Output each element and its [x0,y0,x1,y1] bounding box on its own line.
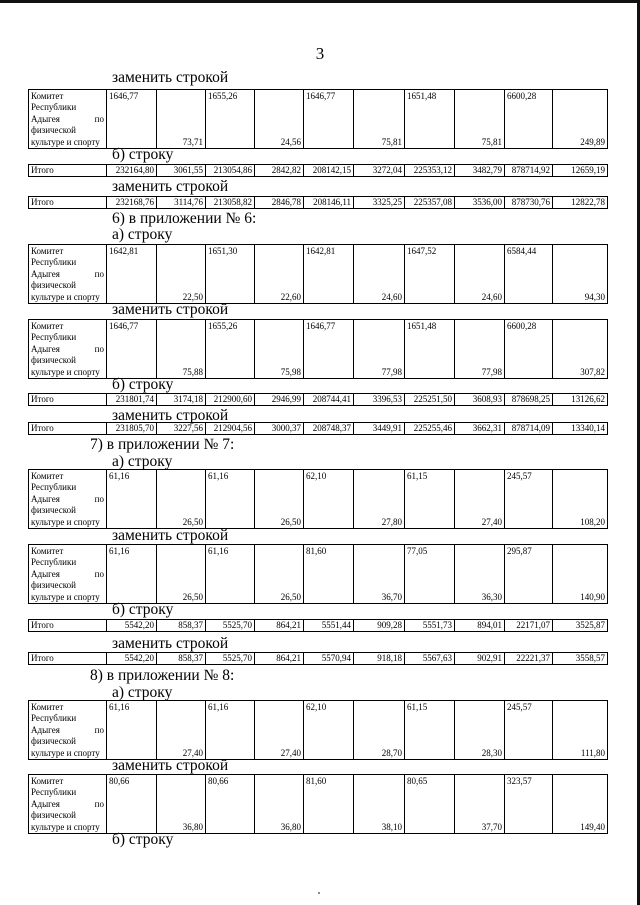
table-cell: 1655,26 [206,320,255,379]
table-cell: 24,56 [255,90,304,149]
scan-border-top [0,0,640,3]
table-row [29,470,608,529]
committee-label: Комитет Республики Адыгея по физической культуре и спорту [29,470,107,529]
committee-row-table [28,89,608,149]
replace-with-line-heading: заменить строкой [112,635,229,652]
table-cell: 3608,93 [455,394,505,406]
table-cell: 208744,41 [304,394,354,406]
table-cell: 80,66 [107,775,157,834]
table-cell: 1651,48 [405,90,455,149]
table-cell: 24,60 [354,245,405,304]
table-cell: 80,66 [206,775,255,834]
table-cell: 1647,52 [405,245,455,304]
table-cell: 232164,80 [107,165,157,177]
table-cell: 13126,62 [553,394,608,406]
b-line-heading: б) строку [112,831,174,848]
table-row [29,90,608,149]
table-cell: 225353,12 [405,165,455,177]
table-cell: 894,01 [455,620,505,632]
committee-label: Комитет Республики Адыгея по физической культуре и спорту [29,245,107,304]
table-cell: 62,10 [304,470,354,529]
replace-with-line-heading: заменить строкой [112,69,229,86]
table-cell: 323,57 [505,775,553,834]
table-cell: 61,16 [206,701,255,760]
table-cell: 864,21 [255,620,304,632]
table-cell: 1655,26 [206,90,255,149]
page-number: 3 [315,44,325,63]
committee-row-table [28,244,608,304]
table-cell: 5567,63 [405,653,455,665]
table-cell: 231805,70 [107,423,157,435]
table-cell: 75,81 [354,90,405,149]
total-row-table [28,393,608,406]
table-cell: 26,50 [255,545,304,604]
table-cell: 1646,77 [107,90,157,149]
total-row [29,197,608,209]
table-cell: 28,30 [455,701,505,760]
table-cell: 3662,31 [455,423,505,435]
table-row [29,701,608,760]
a-line-heading: а) строку [112,226,173,243]
table-cell: 61,16 [206,545,255,604]
table-cell: 3000,37 [255,423,304,435]
table-cell: 208142,15 [304,165,354,177]
table-row [29,320,608,379]
table-cell: 81,60 [304,775,354,834]
table-cell: 1646,77 [304,90,354,149]
total-row [29,423,608,435]
committee-label: Комитет Республики Адыгея по физической культуре и спорту [29,320,107,379]
table-cell: 2846,78 [255,197,304,209]
committee-row-table [28,469,608,529]
total-row-table [28,422,608,435]
table-cell: 3525,87 [553,620,608,632]
table-cell: 212904,56 [206,423,255,435]
table-cell: 94,30 [553,245,608,304]
total-row-table [28,164,608,177]
table-cell: 6584,44 [505,245,553,304]
committee-row-table [28,774,608,834]
table-cell: 75,98 [255,320,304,379]
table-cell: 1651,48 [405,320,455,379]
table-cell: 2946,99 [255,394,304,406]
table-cell: 902,91 [455,653,505,665]
total-row-table [28,619,608,632]
appendix-6-heading: 6) в приложении № 6: [112,210,257,227]
table-cell: 108,20 [553,470,608,529]
table-cell: 12659,19 [553,165,608,177]
a-line-heading: а) строку [112,453,173,470]
table-cell: 5551,73 [405,620,455,632]
committee-row-table [28,544,608,604]
table-cell: 75,88 [157,320,206,379]
table-cell: 149,40 [553,775,608,834]
table-cell: 5570,94 [304,653,354,665]
table-cell: 80,65 [405,775,455,834]
table-cell: 864,21 [255,653,304,665]
table-cell: 22221,37 [505,653,553,665]
committee-label: Комитет Республики Адыгея по физической культуре и спорту [29,545,107,604]
table-cell: 245,57 [505,470,553,529]
table-cell: 38,10 [354,775,405,834]
total-row-table [28,652,608,665]
total-label: Итого [29,423,107,435]
total-label: Итого [29,165,107,177]
table-cell: 878714,09 [505,423,553,435]
table-cell: 27,40 [255,701,304,760]
table-cell: 878714,92 [505,165,553,177]
table-cell: 61,15 [405,470,455,529]
table-cell: 3272,04 [354,165,405,177]
appendix-8-heading: 8) в приложении № 8: [90,667,235,684]
table-cell: 208146,11 [304,197,354,209]
committee-label: Комитет Республики Адыгея по физической культуре и спорту [29,90,107,149]
table-cell: 61,16 [107,470,157,529]
table-cell: 225251,50 [405,394,455,406]
table-cell: 26,50 [157,545,206,604]
table-cell: 225255,46 [405,423,455,435]
committee-row-table [28,319,608,379]
table-cell: 81,60 [304,545,354,604]
a-line-heading: а) строку [112,684,173,701]
table-cell: 208748,37 [304,423,354,435]
replace-with-line-heading: заменить строкой [112,301,229,318]
table-cell: 858,37 [157,620,206,632]
committee-label: Комитет Республики Адыгея по физической культуре и спорту [29,775,107,834]
committee-row-table [28,700,608,760]
table-cell: 909,28 [354,620,405,632]
table-cell: 231801,74 [107,394,157,406]
table-cell: 5542,20 [107,620,157,632]
table-cell: 13340,14 [553,423,608,435]
replace-with-line-heading: заменить строкой [112,178,229,195]
table-cell: 3174,18 [157,394,206,406]
table-cell: 5525,70 [206,653,255,665]
table-cell: 37,70 [455,775,505,834]
table-cell: 6600,28 [505,90,553,149]
total-row [29,620,608,632]
table-cell: 3325,25 [354,197,405,209]
table-cell: 245,57 [505,701,553,760]
table-cell: 307,82 [553,320,608,379]
table-cell: 1651,30 [206,245,255,304]
table-cell: 22,60 [255,245,304,304]
table-row [29,775,608,834]
table-cell: 3227,56 [157,423,206,435]
total-label: Итого [29,394,107,406]
table-cell: 77,05 [405,545,455,604]
table-cell: 878698,25 [505,394,553,406]
table-cell: 2842,82 [255,165,304,177]
total-row [29,394,608,406]
b-line-heading: б) строку [112,601,174,618]
table-cell: 5525,70 [206,620,255,632]
total-label: Итого [29,620,107,632]
scan-speck [318,892,320,894]
table-cell: 77,98 [354,320,405,379]
table-cell: 140,90 [553,545,608,604]
table-cell: 3482,79 [455,165,505,177]
table-cell: 62,10 [304,701,354,760]
table-cell: 26,50 [255,470,304,529]
total-label: Итого [29,653,107,665]
table-cell: 1642,81 [107,245,157,304]
table-cell: 36,30 [455,545,505,604]
table-cell: 36,70 [354,545,405,604]
table-cell: 918,18 [354,653,405,665]
table-row [29,245,608,304]
table-cell: 12822,78 [553,197,608,209]
table-cell: 61,16 [107,701,157,760]
table-cell: 61,16 [206,470,255,529]
total-row [29,165,608,177]
b-line-heading: б) строку [112,146,174,163]
table-cell: 73,71 [157,90,206,149]
replace-with-line-heading: заменить строкой [112,407,229,424]
table-cell: 28,70 [354,701,405,760]
replace-with-line-heading: заменить строкой [112,757,229,774]
table-cell: 26,50 [157,470,206,529]
table-cell: 1646,77 [304,320,354,379]
table-cell: 27,80 [354,470,405,529]
total-label: Итого [29,197,107,209]
table-cell: 36,80 [157,775,206,834]
table-cell: 22,50 [157,245,206,304]
table-cell: 36,80 [255,775,304,834]
table-cell: 3449,91 [354,423,405,435]
table-cell: 3061,55 [157,165,206,177]
appendix-7-heading: 7) в приложении № 7: [90,436,235,453]
table-cell: 22171,07 [505,620,553,632]
table-cell: 61,16 [107,545,157,604]
table-cell: 225357,08 [405,197,455,209]
table-cell: 295,87 [505,545,553,604]
table-cell: 858,37 [157,653,206,665]
table-cell: 3396,53 [354,394,405,406]
table-cell: 75,81 [455,90,505,149]
table-cell: 5542,20 [107,653,157,665]
table-cell: 3114,76 [157,197,206,209]
table-cell: 111,80 [553,701,608,760]
replace-with-line-heading: заменить строкой [112,527,229,544]
table-cell: 5551,44 [304,620,354,632]
table-cell: 213054,86 [206,165,255,177]
committee-label: Комитет Республики Адыгея по физической культуре и спорту [29,701,107,760]
total-row [29,653,608,665]
table-cell: 27,40 [157,701,206,760]
total-row-table [28,196,608,209]
table-cell: 1646,77 [107,320,157,379]
table-cell: 3536,00 [455,197,505,209]
table-row [29,545,608,604]
table-cell: 213058,82 [206,197,255,209]
table-cell: 27,40 [455,470,505,529]
table-cell: 1642,81 [304,245,354,304]
table-cell: 77,98 [455,320,505,379]
table-cell: 6600,28 [505,320,553,379]
table-cell: 61,15 [405,701,455,760]
table-cell: 878730,76 [505,197,553,209]
table-cell: 24,60 [455,245,505,304]
table-cell: 249,89 [553,90,608,149]
table-cell: 3558,57 [553,653,608,665]
table-cell: 232168,76 [107,197,157,209]
table-cell: 212900,60 [206,394,255,406]
b-line-heading: б) строку [112,376,174,393]
